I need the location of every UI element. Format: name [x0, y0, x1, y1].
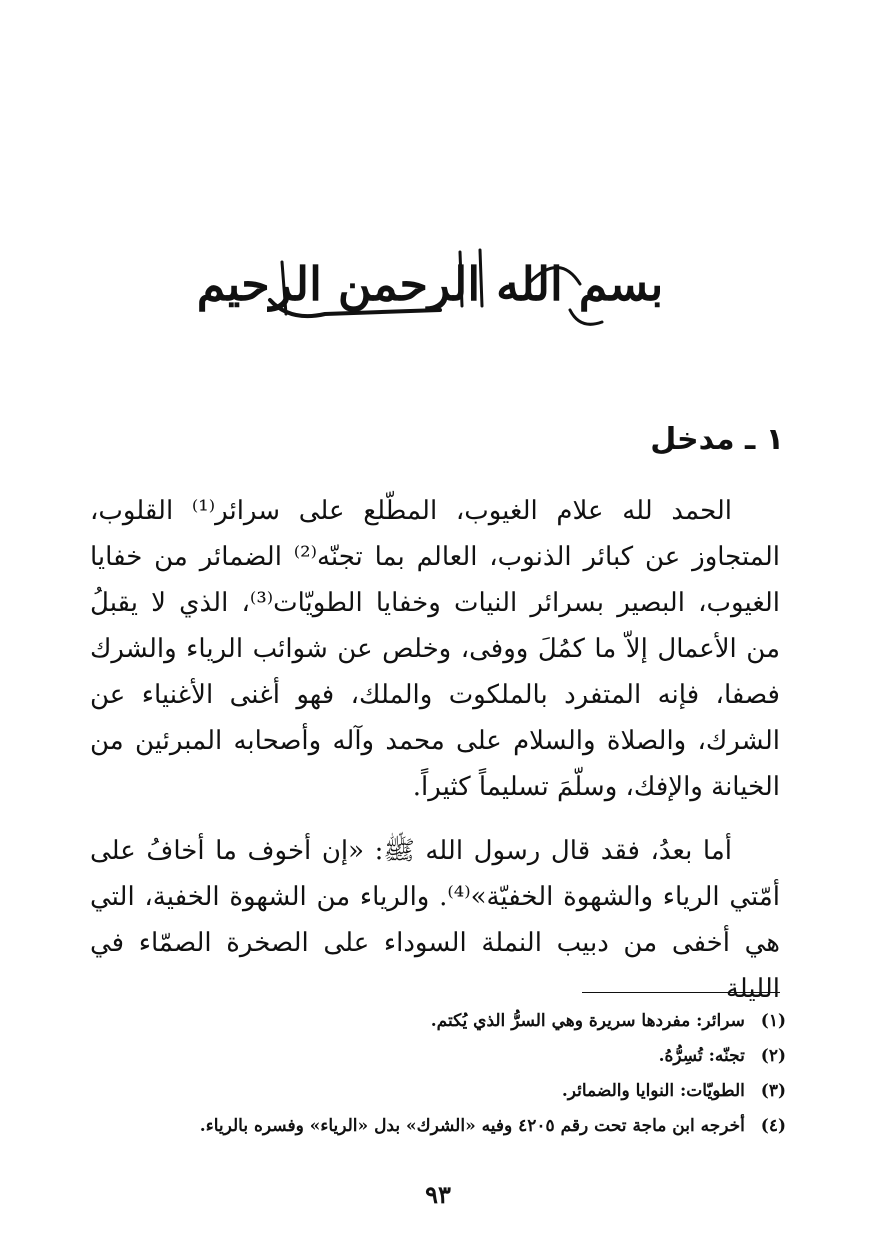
- footnote-number: (٣): [760, 1081, 786, 1101]
- footnote-item: [100, 1074, 786, 1109]
- paragraph-introduction: الحمد لله علام الغيوب، المطّلع على سرائر⁽¹⁾ القلوب، المتجاوز عن كبائر الذنوب، العالم بما تجنّه⁽²⁾ الضمائر من خفايا الغيوب، البصير بسرائر النيات وخفايا الطويّات⁽³⁾، الذي لا يقبلُ من الأعمال إلاّ ما كمُلَ ووفى، وخلص عن شوائب الرياء والشرك فصفا، فإنه المتفرد بالملكوت والملك، فهو أغنى الأغنياء عن الشرك، والصلاة والسلام على محمد وآله وأصحابه المبرئين من الخيانة والإفك، وسلّمَ تسليماً كثيراً.: [90, 496, 781, 802]
- footnote-item: [100, 1109, 786, 1144]
- footnote-item: [100, 1039, 786, 1074]
- footnote-text: الطويّات: النوايا والضمائر.: [561, 1081, 745, 1101]
- footnote-number: (٤): [760, 1116, 786, 1136]
- footnote-text: سرائر: مفردها سريرة وهي السرُّ الذي يُكتم.: [430, 1011, 745, 1031]
- footnote-text: أخرجه ابن ماجة تحت رقم ٤٢٠٥ وفيه «الشرك» بدل «الرياء» وفسره بالرياء.: [199, 1116, 745, 1136]
- footnotes-list: [100, 1004, 786, 1144]
- section-heading: ١ ـ مدخل: [650, 422, 784, 457]
- footnote-number: (٢): [760, 1046, 786, 1066]
- footnote-text: تجنّه: تُسِرُّهُ.: [658, 1046, 745, 1066]
- paragraph-hadith: أما بعدُ، فقد قال رسول الله ﷺ: «إن أخوف ما أخافُ على أمّتي الرياء والشهوة الخفيّة»⁽⁴⁾. والرياء من الشهوة الخفية، التي هي أخفى من دبيب النملة السوداء على الصخرة الصمّاء في الليلة: [90, 836, 781, 1004]
- page-number: ٩٣: [425, 1180, 451, 1209]
- footnote-item: [100, 1004, 786, 1039]
- basmala-graphic: [196, 222, 664, 352]
- footnote-separator: [582, 992, 780, 993]
- basmala-text: بسم الله الرحمن الرحيم: [196, 257, 664, 311]
- basmala-calligraphy: [196, 222, 664, 352]
- footnote-number: (١): [760, 1011, 786, 1031]
